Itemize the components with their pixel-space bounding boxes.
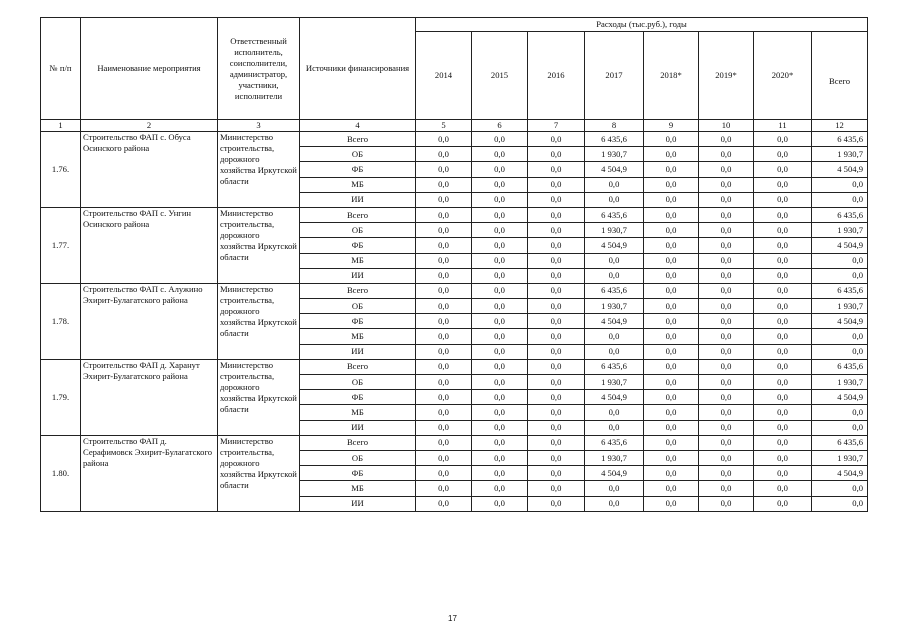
expense-value: 0,0 xyxy=(585,496,644,511)
total-value: 1 930,7 xyxy=(812,223,868,238)
column-number: 3 xyxy=(218,120,300,132)
expense-value: 0,0 xyxy=(472,223,528,238)
expense-value: 4 504,9 xyxy=(585,466,644,481)
responsible-executor: Министерство строительства, дорожного хозяйства Иркутской области xyxy=(218,132,300,208)
column-number: 1 xyxy=(41,120,81,132)
total-value: 4 504,9 xyxy=(812,466,868,481)
expense-value: 0,0 xyxy=(472,314,528,329)
funding-source: МБ xyxy=(300,481,416,496)
expense-value: 0,0 xyxy=(754,147,812,162)
expense-value: 0,0 xyxy=(699,344,754,359)
expense-value: 6 435,6 xyxy=(585,207,644,222)
total-value: 4 504,9 xyxy=(812,390,868,405)
expense-value: 1 930,7 xyxy=(585,223,644,238)
expense-value: 0,0 xyxy=(699,314,754,329)
expense-value: 0,0 xyxy=(644,496,699,511)
funding-source: МБ xyxy=(300,405,416,420)
funding-source: МБ xyxy=(300,177,416,192)
expense-value: 0,0 xyxy=(754,207,812,222)
expense-value: 0,0 xyxy=(699,207,754,222)
expense-value: 0,0 xyxy=(585,253,644,268)
expense-value: 0,0 xyxy=(754,223,812,238)
table-body xyxy=(41,132,868,512)
expense-value: 0,0 xyxy=(528,420,585,435)
funding-source: ИИ xyxy=(300,344,416,359)
expense-value: 4 504,9 xyxy=(585,238,644,253)
expense-value: 0,0 xyxy=(472,390,528,405)
expense-value: 0,0 xyxy=(699,496,754,511)
expense-value: 0,0 xyxy=(699,450,754,465)
expense-value: 6 435,6 xyxy=(585,435,644,450)
expense-value: 0,0 xyxy=(528,223,585,238)
expense-value: 0,0 xyxy=(754,253,812,268)
expense-value: 0,0 xyxy=(754,299,812,314)
expense-value: 0,0 xyxy=(416,375,472,390)
expense-value: 0,0 xyxy=(699,329,754,344)
total-value: 0,0 xyxy=(812,192,868,207)
measure-number: 1.76. xyxy=(41,132,81,208)
expense-value: 0,0 xyxy=(699,253,754,268)
expense-value: 0,0 xyxy=(585,420,644,435)
expense-value: 0,0 xyxy=(416,420,472,435)
expense-value: 0,0 xyxy=(754,132,812,147)
expense-value: 0,0 xyxy=(416,450,472,465)
expense-value: 0,0 xyxy=(528,283,585,298)
expense-value: 0,0 xyxy=(528,481,585,496)
expense-value: 0,0 xyxy=(472,192,528,207)
expense-value: 0,0 xyxy=(528,207,585,222)
expense-value: 0,0 xyxy=(699,405,754,420)
expense-value: 0,0 xyxy=(472,329,528,344)
expense-value: 0,0 xyxy=(416,238,472,253)
expense-value: 0,0 xyxy=(644,359,699,374)
expense-value: 0,0 xyxy=(528,299,585,314)
expense-value: 0,0 xyxy=(644,177,699,192)
funding-source: ФБ xyxy=(300,162,416,177)
expense-value: 6 435,6 xyxy=(585,359,644,374)
expense-value: 0,0 xyxy=(472,466,528,481)
expense-value: 0,0 xyxy=(644,283,699,298)
responsible-executor: Министерство строительства, дорожного хозяйства Иркутской области xyxy=(218,359,300,435)
expense-value: 1 930,7 xyxy=(585,147,644,162)
expense-value: 1 930,7 xyxy=(585,375,644,390)
funding-source: ОБ xyxy=(300,299,416,314)
table-row xyxy=(41,132,868,147)
expense-value: 0,0 xyxy=(416,147,472,162)
expense-value: 0,0 xyxy=(472,481,528,496)
expense-value: 0,0 xyxy=(416,162,472,177)
total-value: 4 504,9 xyxy=(812,162,868,177)
total-value: 6 435,6 xyxy=(812,207,868,222)
column-number: 5 xyxy=(416,120,472,132)
expense-value: 0,0 xyxy=(644,268,699,283)
expense-value: 1 930,7 xyxy=(585,450,644,465)
expense-value: 0,0 xyxy=(416,435,472,450)
expense-value: 6 435,6 xyxy=(585,132,644,147)
expense-value: 0,0 xyxy=(699,268,754,283)
year-header: 2015 xyxy=(472,32,528,120)
total-value: 1 930,7 xyxy=(812,375,868,390)
funding-source: МБ xyxy=(300,253,416,268)
expense-value: 0,0 xyxy=(644,435,699,450)
year-header: 2014 xyxy=(416,32,472,120)
funding-source: ФБ xyxy=(300,238,416,253)
expense-value: 0,0 xyxy=(754,450,812,465)
total-value: 0,0 xyxy=(812,344,868,359)
responsible-executor: Министерство строительства, дорожного хозяйства Иркутской области xyxy=(218,435,300,511)
expense-value: 0,0 xyxy=(416,223,472,238)
column-number: 10 xyxy=(699,120,754,132)
expense-value: 0,0 xyxy=(528,405,585,420)
expense-value: 0,0 xyxy=(472,177,528,192)
expense-value: 0,0 xyxy=(699,375,754,390)
column-number: 12 xyxy=(812,120,868,132)
expense-value: 0,0 xyxy=(416,390,472,405)
expense-value: 0,0 xyxy=(528,268,585,283)
expense-value: 0,0 xyxy=(699,177,754,192)
measure-name: Строительство ФАП д. Серафимовск Эхирит-Булагатского района xyxy=(81,435,218,511)
expense-value: 0,0 xyxy=(754,435,812,450)
expense-value: 0,0 xyxy=(416,132,472,147)
expense-value: 0,0 xyxy=(699,435,754,450)
expense-value: 0,0 xyxy=(585,192,644,207)
funding-source: ФБ xyxy=(300,466,416,481)
table-header xyxy=(41,18,868,132)
expense-value: 0,0 xyxy=(528,147,585,162)
expense-value: 0,0 xyxy=(644,390,699,405)
expense-value: 0,0 xyxy=(585,177,644,192)
responsible-executor: Министерство строительства, дорожного хозяйства Иркутской области xyxy=(218,207,300,283)
total-value: 1 930,7 xyxy=(812,450,868,465)
expense-value: 0,0 xyxy=(472,253,528,268)
expense-value: 1 930,7 xyxy=(585,299,644,314)
expense-value: 0,0 xyxy=(644,223,699,238)
total-value: 1 930,7 xyxy=(812,299,868,314)
table-row xyxy=(41,359,868,374)
total-value: 6 435,6 xyxy=(812,283,868,298)
total-value: 0,0 xyxy=(812,177,868,192)
expense-value: 0,0 xyxy=(585,329,644,344)
expense-value: 0,0 xyxy=(754,177,812,192)
funding-source: ИИ xyxy=(300,496,416,511)
funding-source: Всего xyxy=(300,283,416,298)
total-value: 6 435,6 xyxy=(812,435,868,450)
funding-source: ИИ xyxy=(300,192,416,207)
expense-value: 0,0 xyxy=(472,207,528,222)
expense-value: 0,0 xyxy=(644,162,699,177)
total-value: 6 435,6 xyxy=(812,359,868,374)
total-value: 0,0 xyxy=(812,268,868,283)
expense-value: 0,0 xyxy=(416,314,472,329)
expense-value: 0,0 xyxy=(644,375,699,390)
expense-value: 0,0 xyxy=(699,192,754,207)
expense-value: 0,0 xyxy=(699,299,754,314)
expense-value: 0,0 xyxy=(416,268,472,283)
expense-value: 0,0 xyxy=(699,283,754,298)
expense-value: 0,0 xyxy=(699,162,754,177)
expense-value: 0,0 xyxy=(416,253,472,268)
expense-value: 0,0 xyxy=(472,147,528,162)
total-value: 0,0 xyxy=(812,481,868,496)
expense-value: 0,0 xyxy=(754,268,812,283)
expense-value: 0,0 xyxy=(754,329,812,344)
expense-value: 0,0 xyxy=(416,329,472,344)
responsible-executor: Министерство строительства, дорожного хозяйства Иркутской области xyxy=(218,283,300,359)
total-header: Всего xyxy=(812,32,868,120)
header-name: Наименование мероприятия xyxy=(81,18,218,120)
expense-value: 0,0 xyxy=(585,268,644,283)
expense-value: 0,0 xyxy=(644,147,699,162)
table-row xyxy=(41,283,868,298)
expense-value: 0,0 xyxy=(754,390,812,405)
funding-source: Всего xyxy=(300,435,416,450)
funding-source: Всего xyxy=(300,207,416,222)
header-source: Источники финансирования xyxy=(300,18,416,120)
expense-value: 0,0 xyxy=(644,192,699,207)
expense-value: 0,0 xyxy=(699,223,754,238)
expense-value: 0,0 xyxy=(699,238,754,253)
column-number: 8 xyxy=(585,120,644,132)
funding-source: ОБ xyxy=(300,147,416,162)
funding-source: ФБ xyxy=(300,390,416,405)
measure-number: 1.77. xyxy=(41,207,81,283)
expense-value: 0,0 xyxy=(472,375,528,390)
expense-value: 0,0 xyxy=(416,466,472,481)
total-value: 1 930,7 xyxy=(812,147,868,162)
funding-source: ФБ xyxy=(300,314,416,329)
expense-value: 0,0 xyxy=(754,359,812,374)
expense-value: 0,0 xyxy=(754,420,812,435)
expense-value: 0,0 xyxy=(528,359,585,374)
measure-number: 1.78. xyxy=(41,283,81,359)
expense-value: 0,0 xyxy=(644,450,699,465)
expense-value: 0,0 xyxy=(699,420,754,435)
expense-value: 0,0 xyxy=(472,344,528,359)
funding-source: Всего xyxy=(300,359,416,374)
expense-value: 0,0 xyxy=(754,405,812,420)
funding-source: МБ xyxy=(300,329,416,344)
expense-value: 0,0 xyxy=(644,238,699,253)
expense-value: 0,0 xyxy=(416,496,472,511)
year-header: 2018* xyxy=(644,32,699,120)
funding-source: ОБ xyxy=(300,223,416,238)
funding-source: ИИ xyxy=(300,420,416,435)
expense-value: 6 435,6 xyxy=(585,283,644,298)
expense-value: 0,0 xyxy=(644,344,699,359)
expense-value: 0,0 xyxy=(754,344,812,359)
expense-value: 0,0 xyxy=(644,314,699,329)
total-value: 6 435,6 xyxy=(812,132,868,147)
expense-value: 0,0 xyxy=(754,481,812,496)
expense-value: 0,0 xyxy=(699,481,754,496)
expense-value: 0,0 xyxy=(472,496,528,511)
expense-value: 0,0 xyxy=(644,132,699,147)
column-number: 6 xyxy=(472,120,528,132)
expenses-table xyxy=(40,17,868,512)
expense-value: 0,0 xyxy=(644,481,699,496)
expense-value: 0,0 xyxy=(416,344,472,359)
total-value: 0,0 xyxy=(812,405,868,420)
measure-name: Строительство ФАП д. Харанут Эхирит-Булагатского района xyxy=(81,359,218,435)
expense-value: 0,0 xyxy=(699,359,754,374)
funding-source: Всего xyxy=(300,132,416,147)
expense-value: 0,0 xyxy=(472,450,528,465)
header-num: № п/п xyxy=(41,18,81,120)
expense-value: 0,0 xyxy=(472,359,528,374)
expense-value: 0,0 xyxy=(528,496,585,511)
expense-value: 0,0 xyxy=(754,375,812,390)
expense-value: 0,0 xyxy=(644,405,699,420)
expense-value: 0,0 xyxy=(528,238,585,253)
expense-value: 0,0 xyxy=(472,283,528,298)
expense-value: 0,0 xyxy=(472,420,528,435)
expense-value: 0,0 xyxy=(754,162,812,177)
expense-value: 0,0 xyxy=(585,344,644,359)
expense-value: 0,0 xyxy=(528,450,585,465)
expense-value: 0,0 xyxy=(416,192,472,207)
expense-value: 0,0 xyxy=(699,132,754,147)
column-number-row xyxy=(41,120,868,132)
expense-value: 0,0 xyxy=(528,162,585,177)
table-row xyxy=(41,435,868,450)
expense-value: 0,0 xyxy=(528,435,585,450)
expense-value: 0,0 xyxy=(472,299,528,314)
expense-value: 0,0 xyxy=(528,466,585,481)
header-responsible: Ответственный исполнитель, соисполнители, администратор, участники, исполнители xyxy=(218,18,300,120)
expense-value: 0,0 xyxy=(416,359,472,374)
expense-value: 0,0 xyxy=(528,390,585,405)
expense-value: 4 504,9 xyxy=(585,162,644,177)
expense-value: 0,0 xyxy=(472,238,528,253)
page-number: 17 xyxy=(448,614,457,623)
total-value: 0,0 xyxy=(812,253,868,268)
expense-value: 0,0 xyxy=(416,177,472,192)
expense-value: 0,0 xyxy=(472,435,528,450)
expense-value: 0,0 xyxy=(416,405,472,420)
column-number: 11 xyxy=(754,120,812,132)
header-expenses: Расходы (тыс.руб.), годы xyxy=(416,18,868,32)
expense-value: 0,0 xyxy=(754,314,812,329)
column-number: 2 xyxy=(81,120,218,132)
expense-value: 0,0 xyxy=(528,375,585,390)
expense-value: 0,0 xyxy=(699,466,754,481)
expense-value: 0,0 xyxy=(416,299,472,314)
expense-value: 0,0 xyxy=(699,390,754,405)
expense-value: 0,0 xyxy=(699,147,754,162)
expense-value: 0,0 xyxy=(754,466,812,481)
expense-value: 0,0 xyxy=(528,192,585,207)
column-number: 9 xyxy=(644,120,699,132)
expense-value: 0,0 xyxy=(528,314,585,329)
year-header: 2016 xyxy=(528,32,585,120)
funding-source: ОБ xyxy=(300,450,416,465)
table-row xyxy=(41,207,868,222)
total-value: 4 504,9 xyxy=(812,238,868,253)
measure-name: Строительство ФАП с. Унгин Осинского района xyxy=(81,207,218,283)
expense-value: 0,0 xyxy=(644,299,699,314)
total-value: 0,0 xyxy=(812,420,868,435)
expense-value: 4 504,9 xyxy=(585,390,644,405)
expense-value: 0,0 xyxy=(754,238,812,253)
expense-value: 0,0 xyxy=(585,405,644,420)
expense-value: 0,0 xyxy=(644,420,699,435)
total-value: 0,0 xyxy=(812,329,868,344)
measure-name: Строительство ФАП с. Обуса Осинского района xyxy=(81,132,218,208)
measure-number: 1.80. xyxy=(41,435,81,511)
expense-value: 4 504,9 xyxy=(585,314,644,329)
expense-value: 0,0 xyxy=(528,132,585,147)
expense-value: 0,0 xyxy=(754,283,812,298)
expense-value: 0,0 xyxy=(644,207,699,222)
expense-value: 0,0 xyxy=(644,253,699,268)
expense-value: 0,0 xyxy=(585,481,644,496)
measure-number: 1.79. xyxy=(41,359,81,435)
measure-name: Строительство ФАП с. Алужино Эхирит-Булагатского района xyxy=(81,283,218,359)
expense-value: 0,0 xyxy=(528,329,585,344)
year-header: 2019* xyxy=(699,32,754,120)
total-value: 0,0 xyxy=(812,496,868,511)
expense-value: 0,0 xyxy=(416,481,472,496)
funding-source: ИИ xyxy=(300,268,416,283)
expense-value: 0,0 xyxy=(528,253,585,268)
expense-value: 0,0 xyxy=(416,207,472,222)
expense-value: 0,0 xyxy=(528,177,585,192)
expense-value: 0,0 xyxy=(644,466,699,481)
year-header: 2017 xyxy=(585,32,644,120)
expense-value: 0,0 xyxy=(644,329,699,344)
column-number: 4 xyxy=(300,120,416,132)
expense-value: 0,0 xyxy=(472,405,528,420)
column-number: 7 xyxy=(528,120,585,132)
year-header: 2020* xyxy=(754,32,812,120)
funding-source: ОБ xyxy=(300,375,416,390)
expense-value: 0,0 xyxy=(472,162,528,177)
expense-value: 0,0 xyxy=(472,132,528,147)
expense-value: 0,0 xyxy=(472,268,528,283)
expense-value: 0,0 xyxy=(416,283,472,298)
expense-value: 0,0 xyxy=(528,344,585,359)
expense-value: 0,0 xyxy=(754,496,812,511)
total-value: 4 504,9 xyxy=(812,314,868,329)
expense-value: 0,0 xyxy=(754,192,812,207)
